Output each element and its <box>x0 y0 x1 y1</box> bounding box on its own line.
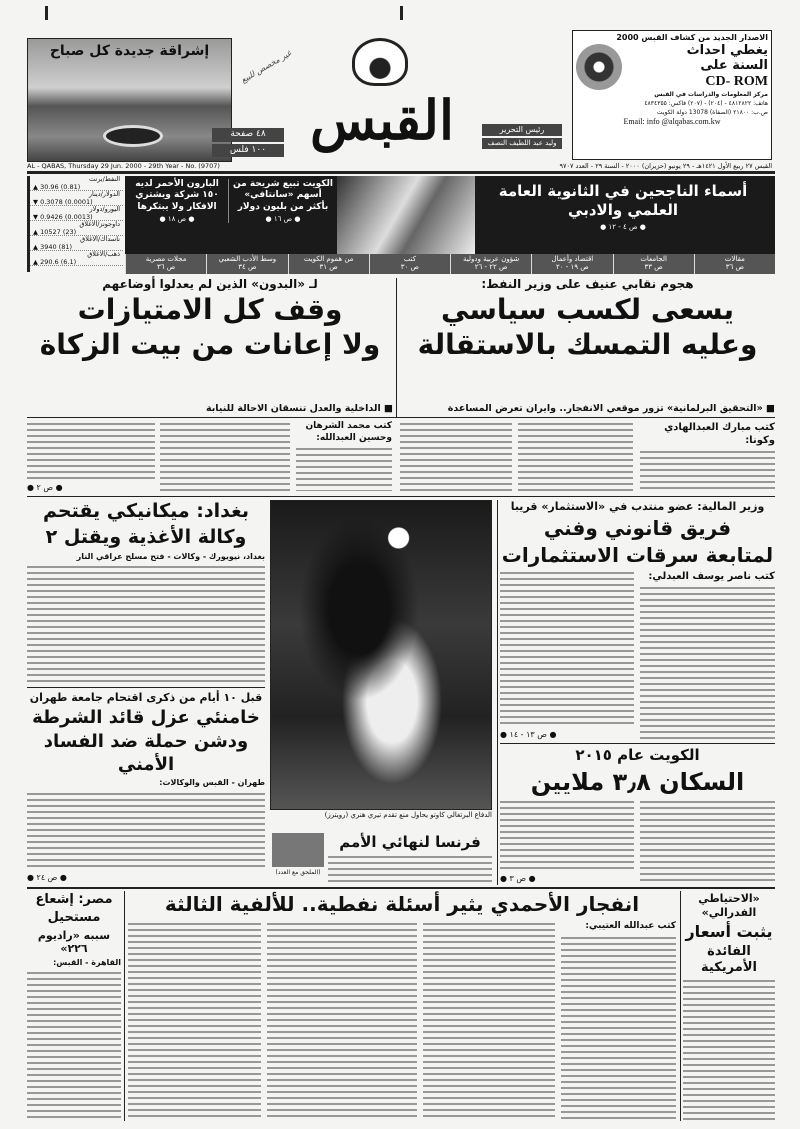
arrow-down-icon: ▼ <box>33 212 38 221</box>
lead-right-byline: كتب مبارك العبدالهادي وكونا: <box>664 422 775 446</box>
index-label: من هموم الكويت <box>303 255 354 263</box>
arrow-up-icon: ▲ <box>33 227 38 236</box>
banner-main-line1: أسماء الناجحين في الثانوية العامة <box>498 182 748 200</box>
baghdad-headline: وكالة الأغذية ويقتل ٢ <box>45 525 247 548</box>
promo-title: الاصدار الجديد من كشاف القبس 2000 <box>616 33 768 42</box>
photo-headline: فرنسا لنهائي الأمم <box>339 833 481 851</box>
tehran-headline: خامنئي عزل قائد الشرطة <box>32 706 260 728</box>
finance-byline: كتب ناصر يوسف العبدلي: <box>648 570 775 582</box>
promo-center: مركز المعلومات والدراسات في القبس <box>654 91 768 98</box>
ahmadi-byline: كتب عبدالله العتيبي: <box>585 921 676 931</box>
article-body <box>500 799 634 872</box>
registration-mark <box>45 6 48 20</box>
lead-right-headline: وعليه التمسك بالاستقالة <box>417 328 758 361</box>
lead-left-headline: ولا إعانات من بيت الزكاة <box>39 328 381 361</box>
index-label: شؤون عربية ودولية <box>463 255 520 263</box>
price: ١٠٠ فلس <box>212 144 284 158</box>
article-body <box>423 921 555 1120</box>
lead-left-deck: ■ الداخلية والعدل تنسقان الاحالة للنيابة <box>205 402 393 414</box>
ticker-value: 0.3078 (0.0001) <box>40 197 93 206</box>
ticker-row <box>30 206 123 221</box>
banner-teaser: البارون الأحمر لديه ١٥٠ شركة ويشتري الافكار ولا يبتكرها <box>135 179 219 212</box>
fed-headline: الفائدة الأمريكية <box>701 943 757 975</box>
article-body <box>27 564 265 684</box>
index-page: ص ٣٦ <box>725 263 744 272</box>
dateline-en: AL - QABAS, Thursday 29 Jun. 2000 - 29th Year - No. (9707) <box>27 162 220 170</box>
promo-line: السنة على <box>700 57 768 73</box>
index-label: مقالات <box>724 255 745 263</box>
ticker-value: 30.96 (0.81) <box>40 182 81 191</box>
promo-phone: هاتف: ٤٨١٢٨٢٢ - (٢٠٤) - (٢٠٧) فاكس: ٤٨٣٤٣٥٥ <box>644 99 768 107</box>
index-page: ص ٣٠ <box>400 263 419 272</box>
index-item[interactable] <box>450 254 531 274</box>
column-rule <box>396 278 397 418</box>
index-label: كتب <box>403 255 417 263</box>
article-body <box>500 570 634 728</box>
article-body <box>27 421 155 481</box>
ahmadi-headline: انفجار الأحمدي يثير أسئلة نفطية.. للألفية الثالثة <box>164 892 640 916</box>
promo-banner[interactable] <box>125 176 775 254</box>
section-index <box>125 254 775 274</box>
index-page: ص ٢٢ - ٢٦ <box>474 263 508 272</box>
promo-pobox: ص.ب: ٢١٨٠٠ (الصفاة) 13078 دولة الكويت <box>656 108 768 116</box>
page-ref: ● ص ١٣ - ١٤ ● <box>500 729 557 739</box>
lead-left-kicker: لـ «البدون» الذين لم يعدلوا أوضاعهم <box>102 277 318 291</box>
caption-text: الدفاع البرتغالي كاوتو يحاول منع تقدم تيري هنري <box>350 811 492 819</box>
ticker-row <box>30 176 123 191</box>
editor-name: وليد عبد اللطيف النصف <box>482 138 562 149</box>
finance-headline: لمتابعة سرقات الاستثمارات <box>501 542 774 567</box>
ticker-value: 0.9426 (0.0013) <box>40 212 93 221</box>
egypt-dateline: القاهرة - القبس: <box>53 958 121 967</box>
egypt-headline: مستحيل <box>47 910 101 926</box>
index-label: مجلات مصرية <box>145 255 187 263</box>
index-item[interactable] <box>288 254 369 274</box>
lead-right-kicker: هجوم نقابي عنيف على وزير النفط: <box>481 277 694 291</box>
supplement-note: (الملحق مع العدد) <box>275 869 321 876</box>
banner-main-line2: العلمي والادبي <box>568 200 678 219</box>
article-body <box>561 935 676 1120</box>
arrow-up-icon: ▲ <box>33 257 38 266</box>
index-item[interactable] <box>206 254 287 274</box>
eye-icon <box>103 125 163 147</box>
divider <box>500 743 775 744</box>
page-ref: ● ص ٢٤ ● <box>27 872 67 882</box>
article-body <box>640 585 775 740</box>
index-item[interactable] <box>613 254 694 274</box>
tehran-headline: ودشن حملة ضد الفساد الأمني <box>43 731 249 775</box>
logo-emblem-icon <box>352 38 408 86</box>
ticker-row <box>30 236 123 251</box>
column-rule <box>497 500 498 885</box>
fed-kicker: «الاحتياطي الفدرالي» <box>698 892 760 919</box>
index-label: وسط الأدب الشعبي <box>218 255 277 263</box>
index-page: ص ١٩ - ٢٠ <box>556 263 589 272</box>
promo-left-text: إشراقة جديدة كل صباح <box>49 43 210 59</box>
price-box <box>212 128 284 157</box>
editor-box <box>482 124 562 149</box>
ticker-label: داوجونز/الاغلاق <box>79 220 120 228</box>
banner-teaser: الكويت تبيع شريحة من أسهم «سانتافي» بأكثر من بليون دولار <box>233 179 333 212</box>
page-ref: ● ص ٣ ● <box>500 873 536 883</box>
index-label: اقتصاد وأعمال <box>551 255 594 263</box>
supplement-thumbnail <box>272 833 324 867</box>
lead-left-byline: كتب محمد الشرهان وحسين العبدالله: <box>305 421 392 443</box>
ticker-row <box>30 221 123 236</box>
divider <box>27 171 775 174</box>
article-body <box>640 799 775 884</box>
fed-headline: يثبت أسعار <box>685 921 773 941</box>
banner-photo <box>337 176 475 254</box>
photo-credit: (رويترز) <box>324 811 349 819</box>
ticker-label: اليورو/دولار <box>89 205 120 213</box>
column-rule <box>124 891 125 1121</box>
index-page: ص ٣١ <box>319 263 338 272</box>
article-body <box>296 446 392 491</box>
promo-right[interactable] <box>572 30 772 160</box>
page-ref: ● ص ٢ ● <box>27 482 63 492</box>
ticker-row <box>30 191 123 206</box>
ticker-label: النفط/برنت <box>89 175 120 183</box>
article-body <box>27 970 121 1120</box>
egypt-headline: سببه «راديوم ٢٢٦» <box>37 928 111 956</box>
index-page: ص ٣٤ <box>238 263 257 272</box>
tehran-kicker: قبل ١٠ أيام من ذكرى اقتحام جامعة طهران <box>29 691 263 704</box>
ticker-label: ذهب/الاغلاق <box>87 250 120 258</box>
article-body <box>518 421 633 491</box>
promo-left[interactable] <box>27 38 232 162</box>
index-item[interactable] <box>531 254 612 274</box>
lead-right-headline: يسعى لكسب سياسي <box>441 293 734 326</box>
ticker-label: ناسداك/الاغلاق <box>80 235 120 243</box>
tehran-dateline: طهران - القبس والوكالات: <box>159 778 265 788</box>
dateline-ar: القبس ٢٧ ربيع الأول ١٤٢١هـ - ٢٩ يونيو (حزيران) ٢٠٠٠ - السنة ٢٩ - العدد ٩٧٠٧ <box>559 162 772 170</box>
article-body <box>683 978 775 1120</box>
ticker-value: 3940 (81) <box>40 242 73 251</box>
baghdad-dateline: بغداد، نيويورك - وكالات - فتح مسلح عراقي النار <box>76 551 265 561</box>
arrow-up-icon: ▲ <box>33 182 38 191</box>
divider <box>27 887 775 889</box>
football-photo <box>270 500 492 810</box>
arrow-down-icon: ▼ <box>33 197 38 206</box>
market-ticker <box>27 176 123 272</box>
article-body <box>160 421 290 491</box>
population-kicker: الكويت عام ٢٠١٥ <box>575 746 700 764</box>
ticker-row <box>30 251 123 266</box>
page-ref: ● ص ١٦ ● <box>265 214 301 223</box>
promo-email[interactable]: Email: info @alqabas.com.kw <box>623 117 721 127</box>
ticker-value: 290.6 (6.1) <box>40 257 77 266</box>
index-item[interactable] <box>125 254 206 274</box>
page-ref: ● ص ١٨ ● <box>159 214 195 223</box>
handwritten-note: غير مخصص للبيع <box>239 48 293 85</box>
lead-right-deck: ■ «التحقيق البرلمانية» تزور موقعي الانفجار.. وايران تعرض المساعدة <box>447 402 775 414</box>
index-page: ص ٣٦ <box>157 263 176 272</box>
registration-mark <box>400 6 403 20</box>
article-body <box>128 921 261 1120</box>
egypt-headline: مصر: إشعاع <box>35 892 113 907</box>
population-headline: السكان ٣٫٨ ملايين <box>530 767 745 796</box>
column-rule <box>680 891 681 1121</box>
photo-caption <box>270 811 492 820</box>
index-label: الجامعات <box>640 255 667 263</box>
article-body <box>400 421 512 491</box>
page-ref: ● ص ٤ - ١٢ ● <box>600 222 646 231</box>
cd-icon <box>576 44 622 90</box>
ticker-value: 10527 (23) <box>40 227 77 236</box>
ticker-label: الدولار/دينار <box>88 190 120 198</box>
promo-line: يغطي احداث <box>686 43 768 59</box>
divider <box>27 496 775 497</box>
index-item[interactable] <box>694 254 775 274</box>
index-page: ص ٣٣ <box>644 263 663 272</box>
finance-headline: فريق قانوني وفني <box>543 515 732 540</box>
article-body <box>267 921 417 1120</box>
lead-left-headline: وقف كل الامتيازات <box>77 293 343 326</box>
article-body <box>640 449 775 491</box>
arrow-up-icon: ▲ <box>33 242 38 251</box>
index-item[interactable] <box>369 254 450 274</box>
baghdad-headline: بغداد: ميكانيكي يقتحم <box>43 500 249 522</box>
promo-line: CD- ROM <box>705 73 768 89</box>
divider <box>27 417 775 418</box>
finance-kicker: وزير المالية: عضو منتدب في «الاستثمار» قريبا <box>510 500 765 513</box>
article-body <box>27 791 265 871</box>
divider <box>27 687 265 688</box>
logo: القبس <box>310 88 454 152</box>
page-count: ٤٨ صفحة <box>212 128 284 142</box>
article-body <box>328 854 492 885</box>
editor-label: رئيس التحرير <box>482 124 562 136</box>
